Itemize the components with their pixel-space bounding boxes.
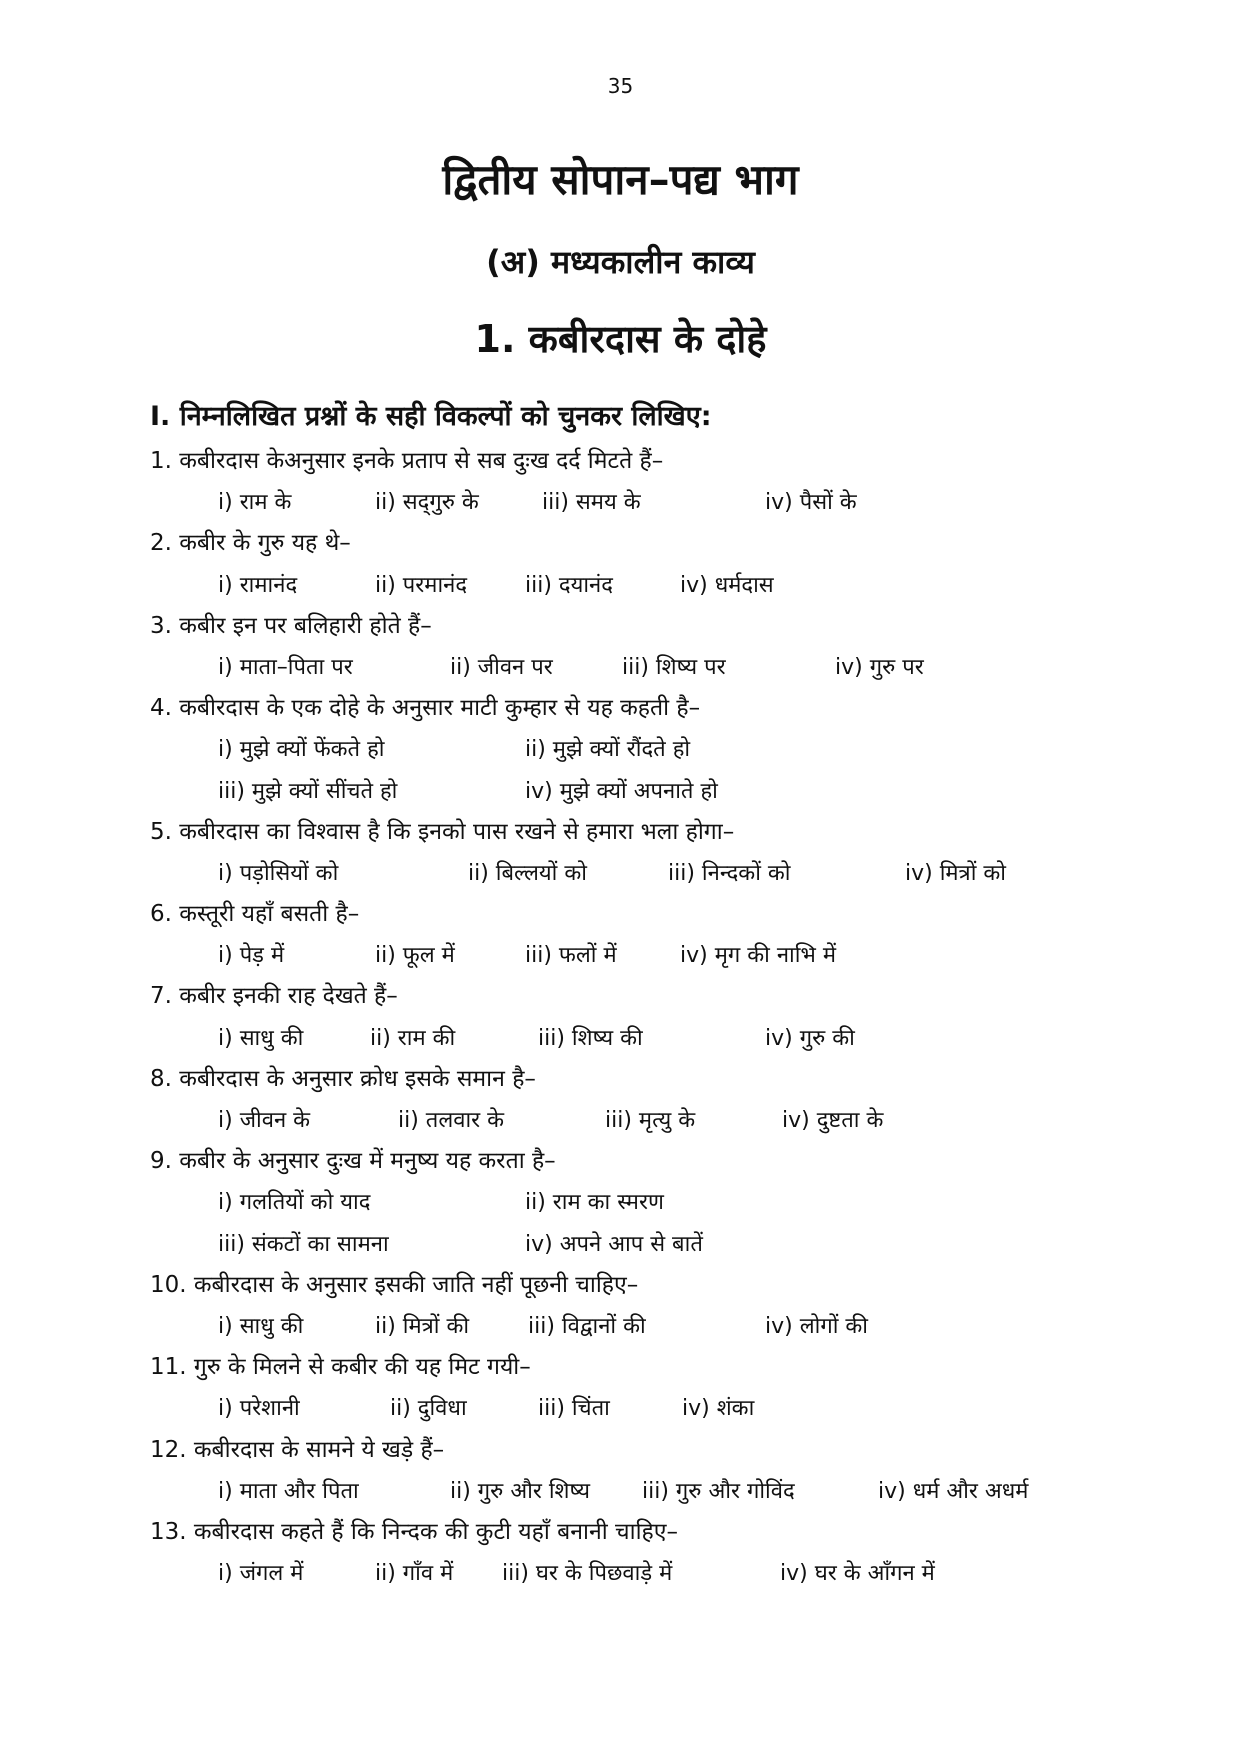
question-text: 8. कबीरदास के अनुसार क्रोध इसके समान है– [150,1065,536,1092]
option-choice: ii) राम का स्मरण [525,1190,664,1216]
question-text: 7. कबीर इनकी राह देखते हैं– [150,983,398,1010]
subsection-title: (अ) मध्यकालीन काव्य [486,243,755,281]
option-choice: iv) दुष्टता के [782,1108,884,1133]
option-choice: ii) गाँव में [375,1561,454,1587]
options-row [150,482,1150,523]
option-choice: iv) घर के आँगन में [780,1561,935,1587]
option-choice: iii) मृत्यु के [605,1108,696,1133]
options-row [150,1553,1150,1594]
question-list [150,441,1150,1594]
options-row [150,771,1150,812]
instruction-heading: I. निम्नलिखित प्रश्नों के सही विकल्पों को चुनकर लिखिए: [150,401,712,432]
option-choice: iii) मुझे क्यों सींचते हो [218,778,398,804]
option-choice: ii) मुझे क्यों रौंदते हो [525,737,691,763]
option-choice: i) परेशानी [218,1396,300,1422]
option-choice: i) पड़ोसियों को [218,860,339,886]
question-text: 4. कबीरदास के एक दोहे के अनुसार माटी कुम्हार से यह कहती है– [150,695,701,722]
option-choice: ii) तलवार के [398,1108,505,1133]
option-choice: ii) गुरु और शिष्य [450,1478,591,1504]
chapter-title: 1. कबीरदास के दोहे [474,317,767,361]
option-choice: iv) धर्म और अधर्म [878,1478,1029,1504]
option-choice: ii) राम की [370,1025,456,1051]
options-row [150,1471,1150,1512]
question-text: 9. कबीर के अनुसार दुःख में मनुष्य यह करता है– [150,1148,556,1175]
option-choice: iv) पैसों के [765,490,857,516]
option-choice: ii) सद्‌गुरु के [375,490,479,516]
option-choice: iii) शिष्य की [538,1025,643,1051]
question-text: 13. कबीरदास कहते हैं कि निन्दक की कुटी यहाँ बनानी चाहिए– [150,1518,678,1545]
question-text: 6. कस्तूरी यहाँ बसती है– [150,901,360,928]
option-choice: ii) दुविधा [390,1396,467,1422]
option-choice: i) साधु की [218,1313,304,1339]
option-choice: iii) समय के [542,490,641,516]
option-choice: ii) परमानंद [375,572,468,598]
option-choice: i) पेड़ में [218,943,285,969]
option-choice: iii) शिष्य पर [622,654,726,680]
options-row [150,1306,1150,1347]
option-choice: ii) फूल में [375,943,455,969]
question-text: 10. कबीरदास के अनुसार इसकी जाति नहीं पूछनी चाहिए– [150,1271,639,1298]
option-choice: iv) मुझे क्यों अपनाते हो [525,778,718,804]
options-row [150,1100,1150,1141]
options-row [150,1224,1150,1265]
option-choice: i) माता और पिता [218,1478,359,1504]
question-text: 3. कबीर इन पर बलिहारी होते हैं– [150,612,432,639]
option-choice: i) गलतियों को याद [218,1190,371,1216]
option-choice: i) माता–पिता पर [218,654,353,680]
options-row [150,647,1150,688]
option-choice: iii) घर के पिछवाड़े में [502,1561,673,1587]
option-choice: iii) दयानंद [525,572,613,598]
options-row [150,1018,1150,1059]
option-choice: ii) जीवन पर [450,654,553,680]
option-choice: iii) निन्दकों को [668,860,791,886]
option-choice: i) राम के [218,490,292,516]
page-number: 35 [607,74,634,98]
options-row [150,853,1150,894]
option-choice: iv) मित्रों को [905,860,1006,886]
option-choice: iii) संकटों का सामना [218,1231,389,1257]
question-text: 1. कबीरदास केअनुसार इनके प्रताप से सब दुःख दर्द मिटते हैं– [150,448,664,474]
options-row [150,729,1150,770]
option-choice: iv) धर्मदास [680,572,774,598]
option-choice: i) जंगल में [218,1561,304,1587]
question-text: 11. गुरु के मिलने से कबीर की यह मिट गयी– [150,1354,531,1381]
options-row [150,935,1150,976]
question-text: 2. कबीर के गुरु यह थे– [150,530,351,557]
option-choice: i) साधु की [218,1025,304,1051]
option-choice: iv) अपने आप से बातें [525,1231,703,1257]
options-row [150,565,1150,606]
option-choice: iv) गुरु की [765,1025,855,1051]
option-choice: iii) विद्वानों की [528,1313,646,1339]
option-choice: iii) गुरु और गोविंद [642,1478,795,1504]
option-choice: iv) गुरु पर [835,654,924,680]
section-title: द्वितीय सोपान–पद्य भाग [442,155,799,204]
question-text: 12. कबीरदास के सामने ये खड़े हैं– [150,1436,445,1463]
option-choice: iii) फलों में [525,943,617,969]
option-choice: ii) बिल्लयों को [468,860,587,886]
option-choice: ii) मित्रों की [375,1313,470,1339]
option-choice: iv) मृग की नाभि में [680,943,837,969]
option-choice: i) रामानंद [218,572,298,598]
option-choice: iv) लोगों की [765,1313,868,1339]
options-row [150,1182,1150,1223]
options-row [150,1388,1150,1429]
option-choice: i) जीवन के [218,1108,311,1133]
option-choice: i) मुझे क्यों फेंकते हो [218,737,385,763]
option-choice: iii) चिंता [538,1396,610,1422]
question-text: 5. कबीरदास का विश्वास है कि इनको पास रखने से हमारा भला होगा– [150,818,735,845]
option-choice: iv) शंका [682,1396,755,1422]
